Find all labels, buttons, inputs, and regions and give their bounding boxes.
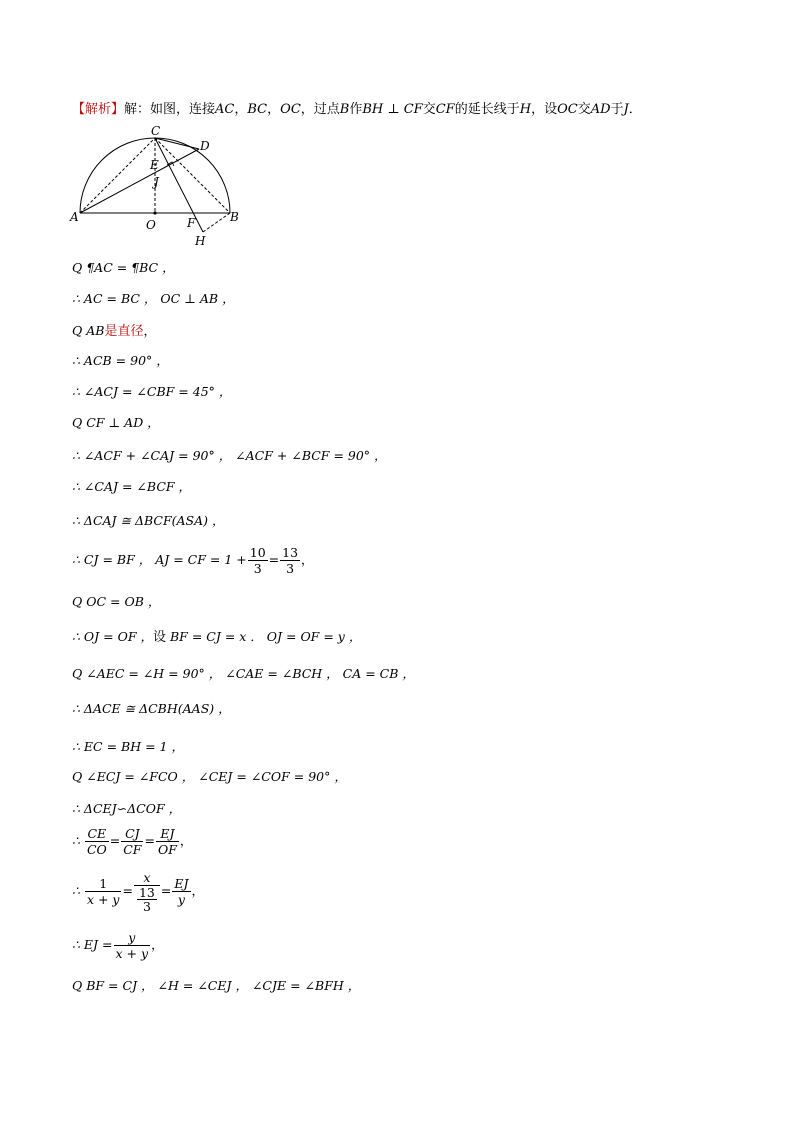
intro-text: 解：如图，连接 xyxy=(124,102,216,117)
solution-step: Q BF = CJ ， ∠H = ∠CEJ ， ∠CJE = ∠BFH ， xyxy=(72,978,361,993)
intro-math: CF xyxy=(435,102,455,117)
fraction-denominator: x + y xyxy=(115,946,149,961)
label-d: D xyxy=(200,139,210,153)
fraction-numerator: 10 xyxy=(249,545,266,560)
intro-math: BC xyxy=(247,102,268,117)
geometry-figure xyxy=(68,124,248,254)
intro-text: 交 xyxy=(577,102,591,117)
intro-math: B xyxy=(339,102,350,117)
intro-text: ，过点 xyxy=(300,102,340,117)
step-math: ∴ CJ = BF ， AJ = CF = 1 + xyxy=(72,552,247,567)
center-point-o xyxy=(153,211,156,214)
fraction-denominator: y xyxy=(177,892,185,907)
fraction-numerator: EJ xyxy=(156,826,179,842)
solution-step: Q ∠AEC = ∠H = 90° ， ∠CAE = ∠BCH ， CA = CB ， xyxy=(72,666,415,681)
segment-ac xyxy=(80,138,155,213)
label-o: O xyxy=(146,218,156,232)
fraction xyxy=(121,826,143,857)
label-c: C xyxy=(151,124,161,138)
intro-math: H xyxy=(519,102,532,117)
fraction-denominator: CF xyxy=(123,842,142,857)
step-math: ∴ xyxy=(72,883,80,898)
fraction xyxy=(85,876,122,907)
intro-text: 作 xyxy=(349,102,363,117)
fraction xyxy=(172,876,190,907)
segment-ch xyxy=(155,138,203,232)
solution-step: ∴ ΔCEJ∽ΔCOF ， xyxy=(72,801,182,816)
label-b: B xyxy=(230,210,239,224)
step-math: BF = CJ = x ． OJ = OF = y ， xyxy=(166,629,362,644)
fraction-denominator: 3 xyxy=(142,899,151,914)
fraction-denominator: x + y xyxy=(86,892,120,907)
step-text: = xyxy=(122,883,133,898)
solution-intro xyxy=(72,100,752,120)
intro-math: OC xyxy=(280,102,301,117)
analysis-tag: 【解析】 xyxy=(72,102,125,117)
solution-step xyxy=(72,320,156,339)
fraction-numerator: 1 xyxy=(85,876,122,892)
solution-step: ∴ AC = BC ， OC ⊥ AB ， xyxy=(72,291,235,306)
label-e: E xyxy=(150,158,159,172)
solution-step: ∴ ∠ACJ = ∠CBF = 45° ， xyxy=(72,384,232,399)
step-text: 是直径 xyxy=(104,324,144,339)
intro-math: J xyxy=(623,102,629,117)
nested-fraction xyxy=(137,886,157,913)
label-h: H xyxy=(195,234,206,248)
label-f: F xyxy=(187,216,196,230)
fraction xyxy=(114,930,151,961)
fraction-numerator: CJ xyxy=(121,826,143,842)
label-a: A xyxy=(70,210,79,224)
solution-step: Q CF ⊥ AD ， xyxy=(72,415,160,430)
intro-text: 于 xyxy=(610,102,624,117)
step-text: ， xyxy=(143,323,156,338)
fraction xyxy=(85,826,109,857)
intro-text: ． xyxy=(628,102,642,117)
fraction xyxy=(280,545,300,576)
step-text: = xyxy=(109,833,121,848)
step-text: = xyxy=(144,833,155,848)
step-text: ， xyxy=(191,883,205,898)
step-math: ∴ xyxy=(72,833,80,848)
solution-step: Q ¶AC = ¶BC ， xyxy=(72,260,175,275)
segment-bh xyxy=(203,213,230,232)
intro-text: 的延长线于 xyxy=(454,102,520,117)
segment-ad xyxy=(80,149,199,213)
fraction-denominator: 3 xyxy=(286,561,295,576)
solution-step: Q OC = OB ， xyxy=(72,594,161,609)
solution-step xyxy=(72,626,361,645)
fraction-denominator: OF xyxy=(157,842,177,857)
step-text: ， xyxy=(301,552,314,567)
fraction-denominator: 3 xyxy=(253,561,262,576)
intro-text: 交 xyxy=(422,102,436,117)
fraction-numerator: 13 xyxy=(282,545,299,560)
segment-cd xyxy=(155,138,199,149)
intro-math: AC xyxy=(215,102,235,117)
solution-step xyxy=(72,826,192,857)
solution-step: ∴ ΔACE ≅ ΔCBH(AAS) ， xyxy=(72,701,231,716)
solution-step: Q ∠ECJ = ∠FCO ， ∠CEJ = ∠COF = 90° ， xyxy=(72,769,347,784)
intro-text: ， xyxy=(267,102,281,117)
solution-step xyxy=(72,545,314,576)
solution-step: ∴ ΔCAJ ≅ ΔBCF(ASA) ， xyxy=(72,513,225,528)
step-text: 设 xyxy=(153,630,167,645)
solution-step: ∴ EC = BH = 1 ， xyxy=(72,739,184,754)
step-text: = xyxy=(268,552,280,567)
solution-step xyxy=(72,870,204,913)
solution-step: ∴ ACB = 90° ， xyxy=(72,353,169,368)
fraction xyxy=(156,826,179,857)
solution-step: ∴ ∠ACF + ∠CAJ = 90° ， ∠ACF + ∠BCF = 90° ， xyxy=(72,448,387,463)
intro-text: ， xyxy=(234,102,248,117)
fraction-denominator: CO xyxy=(86,842,107,857)
fraction-numerator: x xyxy=(134,870,160,886)
fraction-denominator xyxy=(134,886,160,913)
intro-text: ，设 xyxy=(531,102,558,117)
fraction-numerator: 13 xyxy=(138,885,155,900)
intro-math: BH ⊥ CF xyxy=(362,102,423,117)
fraction-numerator: y xyxy=(114,930,151,946)
step-math: ∴ EJ = xyxy=(72,937,113,952)
step-text: ， xyxy=(179,833,193,848)
step-text: ， xyxy=(151,937,164,952)
intro-math: OC xyxy=(557,102,578,117)
solution-step: ∴ ∠CAJ = ∠BCF ， xyxy=(72,479,192,494)
fraction xyxy=(134,870,160,913)
fraction-numerator: EJ xyxy=(174,876,189,891)
intro-math: AD xyxy=(590,102,611,117)
fraction-numerator: CE xyxy=(85,826,109,842)
fraction xyxy=(248,545,268,576)
solution-step xyxy=(72,930,164,961)
segment-cb xyxy=(155,138,230,213)
step-math: Q AB xyxy=(72,323,105,338)
label-j: J xyxy=(154,175,159,189)
step-math: ∴ OJ = OF ， xyxy=(72,629,153,644)
step-text: = xyxy=(160,883,172,898)
